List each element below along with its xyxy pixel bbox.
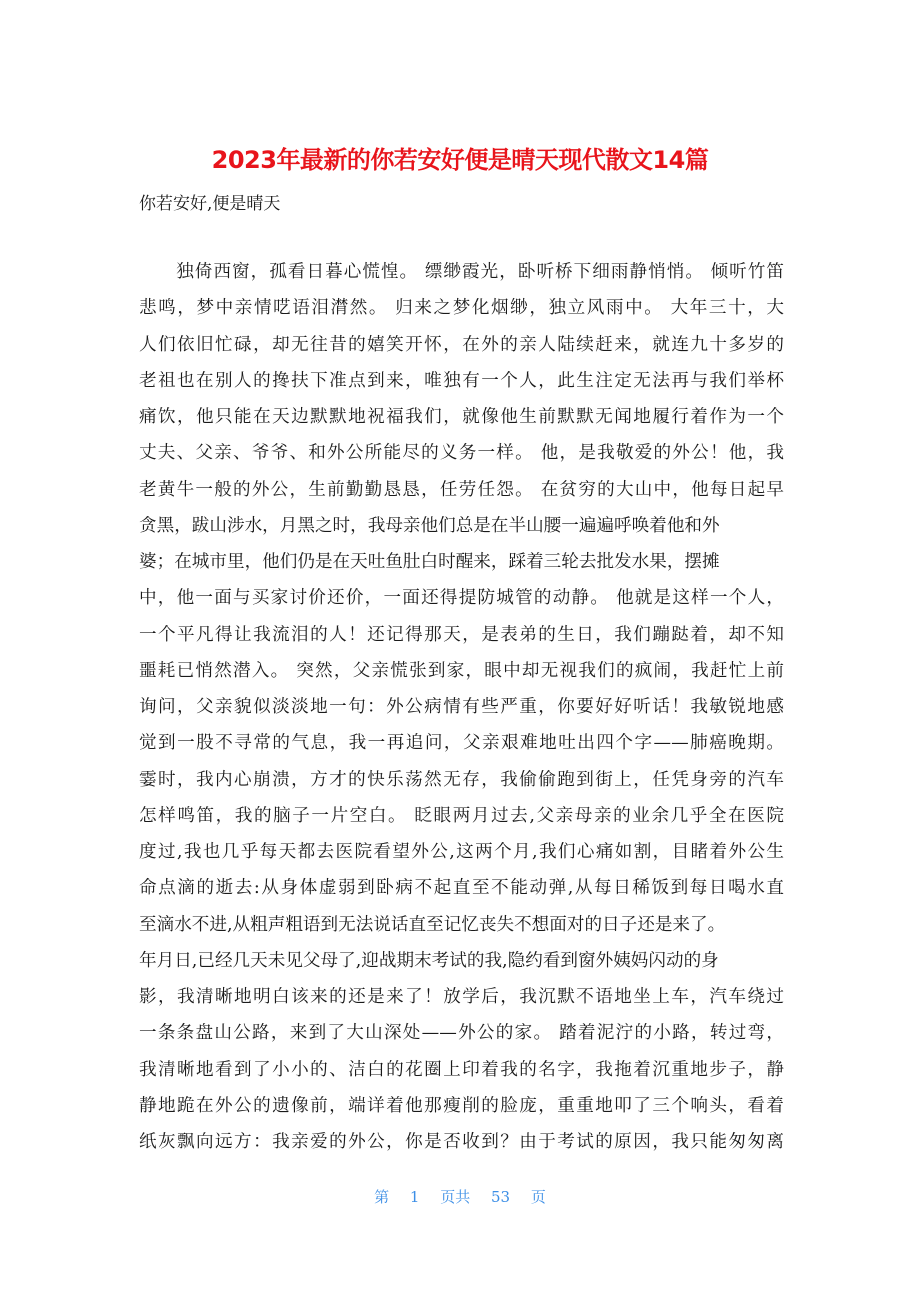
text-line: 独倚西窗，孤看日暮心慌惶。 缥缈霞光，卧听桥下细雨静悄悄。 倾听竹笛 [139,262,784,282]
text-line: 觉到一股不寻常的气息，我一再追问，父亲艰难地吐出四个字——肺癌晚期。 [139,733,784,754]
page-footer [0,1186,920,1207]
text-line: 老祖也在别人的搀扶下准点到来，唯独有一个人，此生注定无法再与我们举杯 [139,370,784,391]
text-line: 霎时，我内心崩溃，方才的快乐荡然无存，我偷偷跑到街上，任凭身旁的汽车 [139,769,784,790]
text-line: 怎样鸣笛，我的脑子一片空白。 眨眼两月过去,父亲母亲的业余几乎全在医院 [139,805,784,826]
text-line: 我清晰地看到了小小的、洁白的花圈上印着我的名字，我拖着沉重地步子，静 [139,1059,784,1080]
text-line: 影，我清晰地明白该来的还是来了！放学后，我沉默不语地坐上车，汽车绕过 [139,987,784,1007]
text-line: 纸灰飘向远方：我亲爱的外公，你是否收到？由于考试的原因，我只能匆匆离 [139,1132,784,1152]
total-page-count: 53 [491,1188,511,1206]
current-page-number: 1 [409,1188,420,1206]
document-subtitle: 你若安好,便是晴天 [139,194,281,214]
text-line: 一条条盘山公路，来到了大山深处——外公的家。 踏着泥泞的小路，转过弯， [139,1023,784,1044]
text-line: 命点滴的逝去:从身体虚弱到卧病不起直至不能动弹,从每日稀饭到每日喝水直 [139,878,784,899]
text-line: 丈夫、父亲、爷爷、和外公所能尽的义务一样。 他，是我敬爱的外公！他，我 [139,443,784,464]
text-line: 人们依旧忙碌，却无往昔的嬉笑开怀，在外的亲人陆续赶来，就连九十多岁的 [139,334,784,355]
text-line: 婆；在城市里，他们仍是在天吐鱼肚白时醒来，踩着三轮去批发水果，摆摊 [139,552,720,572]
text-line: 年月日,已经几天未见父母了,迎战期末考试的我,隐约看到窗外姨妈闪动的身 [139,950,719,971]
text-line: 贪黑，跋山涉水，月黑之时，我母亲他们总是在半山腰一遍遍呼唤着他和外 [139,515,720,536]
footer-middle: 页共 [440,1188,471,1206]
text-line: 询问，父亲貌似淡淡地一句：外公病情有些严重，你要好好听话！我敏锐地感 [139,697,784,717]
document-body [139,259,784,1165]
text-line: 中，他一面与买家讨价还价，一面还得提防城管的动静。 他就是这样一个人， [139,588,784,609]
text-line: 静地跪在外公的遗像前，端详着他那瘦削的脸庞，重重地叩了三个响头，看着 [139,1095,784,1116]
text-line: 噩耗已悄然潜入。 突然，父亲慌张到家，眼中却无视我们的疯闹，我赶忙上前 [139,660,784,681]
text-line: 一个平凡得让我流泪的人！还记得那天，是表弟的生日，我们蹦跶着，却不知 [139,624,784,645]
footer-suffix: 页 [530,1188,546,1206]
footer-prefix: 第 [374,1188,390,1206]
text-line: 老黄牛一般的外公，生前勤勤恳恳，任劳任怨。 在贫穷的大山中，他每日起早 [139,479,784,500]
text-line: 至滴水不进,从粗声粗语到无法说话直至记忆丧失不想面对的日子还是来了。 [139,914,726,935]
text-line: 度过,我也几乎每天都去医院看望外公,这两个月,我们心痛如割，目睹着外公生 [139,842,784,862]
text-line: 悲鸣，梦中亲情呓语泪潸然。 归来之梦化烟缈，独立风雨中。 大年三十，大 [139,298,784,319]
text-line: 痛饮，他只能在天边默默地祝福我们，就像他生前默默无闻地履行着作为一个 [139,407,784,427]
document-title: 2023年最新的你若安好便是晴天现代散文14篇 [211,146,709,174]
